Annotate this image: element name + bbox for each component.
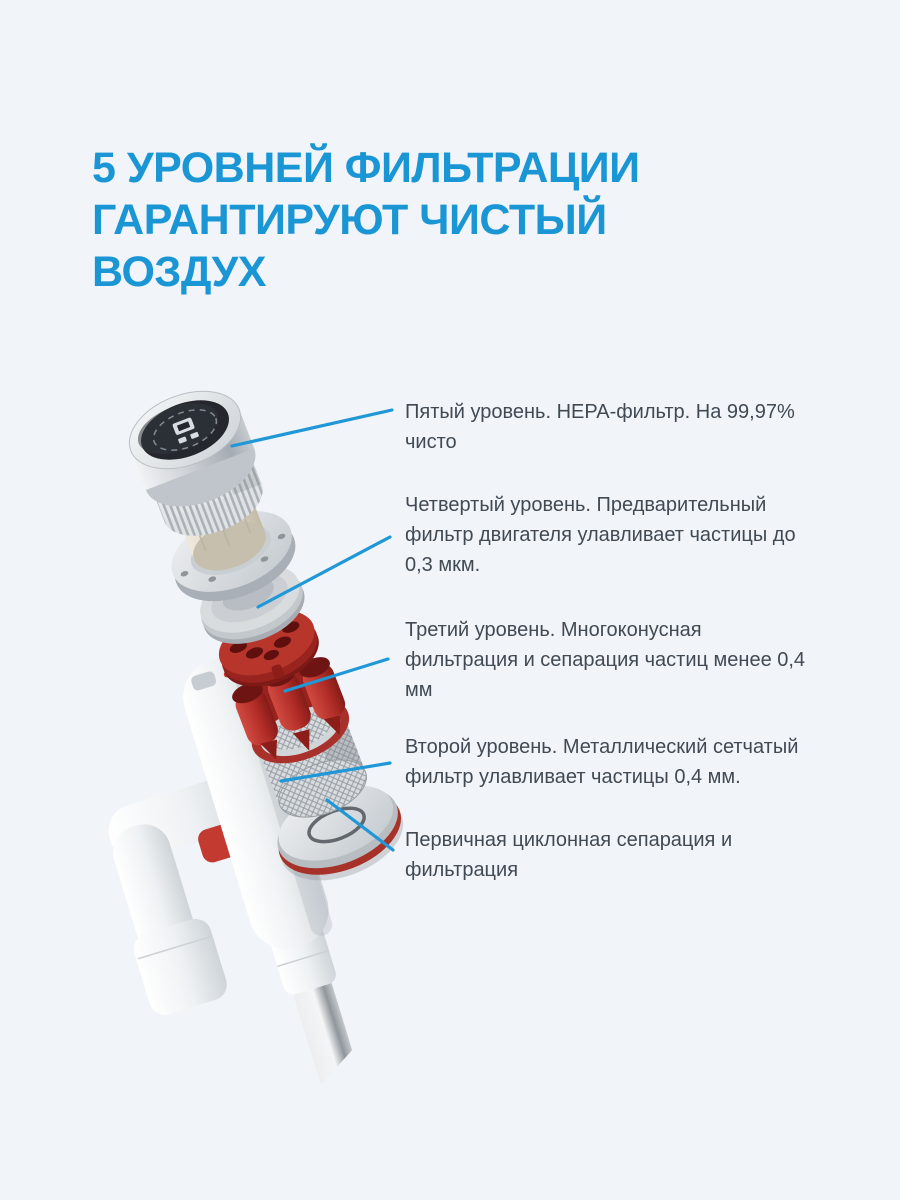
callout-level-2: [405, 732, 807, 792]
page-title-line: ВОЗДУХ: [92, 248, 266, 296]
callout-text: Второй уровень. Металлический сетчатый фильтр улавливает частицы 0,4 мм.: [405, 736, 799, 788]
callout-text: Третий уровень. Многоконусная фильтрация и сепарация частиц менее 0,4 мм: [405, 619, 806, 701]
callout-level-4: [405, 490, 807, 580]
page-title-line: ГАРАНТИРУЮТ ЧИСТЫЙ: [92, 196, 607, 244]
callout-level-1: [405, 825, 807, 885]
callout-text: Пятый уровень. HEPA-фильтр. На 99,97% чисто: [405, 401, 795, 453]
leader-line-level5: [232, 410, 392, 446]
page-title-line: 5 УРОВНЕЙ ФИЛЬТРАЦИИ: [92, 144, 640, 192]
callout-level-5: [405, 397, 807, 457]
callout-text: Первичная циклонная сепарация и фильтрация: [405, 829, 733, 881]
callout-text: Четвертый уровень. Предварительный фильтр двигателя улавливает частицы до 0,3 мкм.: [405, 494, 796, 576]
callout-level-3: [405, 615, 807, 705]
